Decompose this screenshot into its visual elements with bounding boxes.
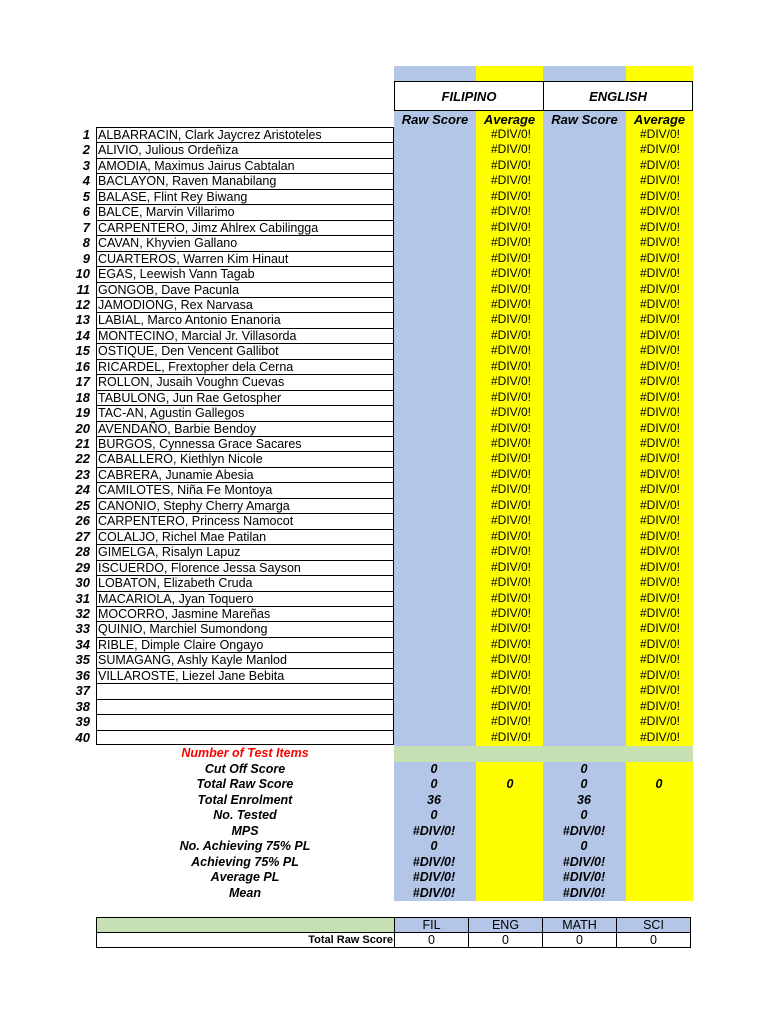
row-number: 24: [75, 482, 90, 498]
student-name-cell[interactable]: [96, 683, 394, 699]
table-row: [0, 142, 700, 158]
english-average-cell[interactable]: #DIV/0!: [639, 667, 681, 682]
row-number: 32: [75, 605, 90, 621]
english-average-cell[interactable]: #DIV/0!: [639, 513, 681, 528]
row-number: 2: [82, 142, 90, 158]
filipino-average-cell[interactable]: #DIV/0!: [490, 667, 532, 682]
filipino-average-cell[interactable]: #DIV/0!: [490, 605, 532, 620]
filipino-average-cell[interactable]: #DIV/0!: [490, 636, 532, 651]
student-name-cell[interactable]: CUARTEROS, Warren Kim Hinaut: [96, 251, 394, 267]
table-row: [0, 699, 700, 715]
row-number: 34: [75, 636, 90, 652]
english-average-cell[interactable]: #DIV/0!: [639, 405, 681, 420]
row-number: 31: [75, 590, 90, 606]
student-name-cell[interactable]: CARPENTERO, Jimz Ahlrex Cabilingga: [96, 220, 394, 236]
table-row: [0, 127, 700, 143]
english-average-cell[interactable]: #DIV/0!: [639, 296, 681, 311]
stat-label: Cut Off Score: [204, 761, 286, 776]
table-row: [0, 204, 700, 220]
summary-header-eng[interactable]: ENG: [469, 918, 543, 933]
english-raw-stat[interactable]: 0: [580, 839, 588, 853]
student-name-cell[interactable]: CAVAN, Khyvien Gallano: [96, 235, 394, 251]
table-row: [0, 343, 700, 359]
summary-header-sci[interactable]: SCI: [617, 918, 691, 933]
english-average-cell[interactable]: #DIV/0!: [639, 559, 681, 574]
english-average-cell[interactable]: #DIV/0!: [639, 204, 681, 219]
student-name-cell[interactable]: CABRERA, Junamie Abesia: [96, 467, 394, 483]
table-row: [0, 266, 700, 282]
filipino-raw-stat[interactable]: #DIV/0!: [412, 885, 456, 900]
filipino-average-cell[interactable]: #DIV/0!: [490, 729, 532, 744]
student-name-cell[interactable]: ROLLON, Jusaih Voughn Cuevas: [96, 374, 394, 390]
table-row: [0, 374, 700, 390]
table-row: [0, 529, 700, 545]
student-name-cell[interactable]: AVENDAÑO, Barbie Bendoy: [96, 421, 394, 437]
average-header: Average: [483, 111, 536, 127]
raw-score-header: Raw Score: [401, 111, 469, 127]
student-name-cell[interactable]: AMODIA, Maximus Jairus Cabtalan: [96, 158, 394, 174]
table-row: [0, 544, 700, 560]
row-number: 27: [75, 528, 90, 544]
english-average-cell[interactable]: #DIV/0!: [639, 698, 681, 713]
row-number: 13: [75, 312, 90, 328]
student-name-cell[interactable]: GIMELGA, Risalyn Lapuz: [96, 544, 394, 560]
filipino-average-cell[interactable]: #DIV/0!: [490, 204, 532, 219]
stat-row: [0, 886, 700, 902]
english-average-cell[interactable]: #DIV/0!: [639, 327, 681, 342]
filipino-average-cell[interactable]: #DIV/0!: [490, 157, 532, 172]
english-average-cell[interactable]: #DIV/0!: [639, 266, 681, 281]
table-row: [0, 714, 700, 730]
student-name-cell[interactable]: LOBATON, Elizabeth Cruda: [96, 575, 394, 591]
student-name-cell[interactable]: MONTECINO, Marcial Jr. Villasorda: [96, 328, 394, 344]
english-average-cell[interactable]: #DIV/0!: [639, 621, 681, 636]
table-row: [0, 390, 700, 406]
table-row: [0, 451, 700, 467]
stat-label: Achieving 75% PL: [191, 854, 299, 869]
student-name-cell[interactable]: OSTIQUE, Den Vencent Gallibot: [96, 343, 394, 359]
row-number: 21: [75, 436, 90, 451]
filipino-average-cell[interactable]: #DIV/0!: [490, 420, 532, 435]
row-number: 20: [75, 420, 90, 436]
student-name-cell[interactable]: TABULONG, Jun Rae Getospher: [96, 390, 394, 406]
student-name-cell[interactable]: CARPENTERO, Princess Namocot: [96, 513, 394, 529]
filipino-raw-stat[interactable]: 36: [427, 792, 441, 807]
table-row: [0, 235, 700, 251]
table-row: [0, 606, 700, 622]
table-row: [0, 498, 700, 514]
student-name-cell[interactable]: BALASE, Flint Rey Biwang: [96, 189, 394, 205]
english-average-cell[interactable]: #DIV/0!: [639, 466, 681, 481]
english-average-cell[interactable]: #DIV/0!: [639, 683, 681, 698]
table-row: [0, 173, 700, 189]
student-name-cell[interactable]: VILLAROSTE, Liezel Jane Bebita: [96, 668, 394, 684]
filipino-average-cell[interactable]: #DIV/0!: [490, 513, 532, 528]
filipino-average-cell[interactable]: #DIV/0!: [490, 219, 532, 234]
student-name-cell[interactable]: BACLAYON, Raven Manabilang: [96, 173, 394, 189]
english-average-cell[interactable]: #DIV/0!: [639, 219, 681, 234]
english-raw-stat[interactable]: 0: [580, 777, 588, 791]
summary-blank-cell: [97, 918, 395, 933]
student-name-cell[interactable]: CABALLERO, Kiethlyn Nicole: [96, 451, 394, 467]
english-average-cell[interactable]: #DIV/0!: [639, 389, 681, 404]
row-number: 26: [75, 513, 90, 529]
student-name-cell[interactable]: TAC-AN, Agustin Gallegos: [96, 405, 394, 421]
row-number: 40: [75, 729, 90, 745]
student-name-cell[interactable]: CAMILOTES, Niña Fe Montoya: [96, 482, 394, 498]
stat-row: [0, 762, 700, 778]
filipino-average-cell[interactable]: #DIV/0!: [490, 466, 532, 481]
filipino-raw-stat[interactable]: 0: [430, 777, 438, 791]
student-name-cell[interactable]: RIBLE, Dimple Claire Ongayo: [96, 637, 394, 653]
row-number: 8: [82, 235, 90, 251]
stat-label: Average PL: [210, 870, 280, 884]
filipino-average-cell[interactable]: #DIV/0!: [490, 436, 532, 450]
filipino-average-cell[interactable]: #DIV/0!: [490, 652, 532, 667]
row-number: 22: [75, 451, 90, 467]
filipino-raw-stat[interactable]: #DIV/0!: [412, 870, 456, 884]
english-raw-stat[interactable]: #DIV/0!: [562, 854, 606, 869]
table-row: [0, 730, 700, 746]
stat-row: [0, 824, 700, 840]
student-name-cell[interactable]: ALBARRACIN, Clark Jaycrez Aristoteles: [96, 127, 394, 143]
summary-value-sci[interactable]: 0: [617, 933, 691, 948]
english-raw-stat[interactable]: #DIV/0!: [562, 885, 606, 900]
stat-row: [0, 808, 700, 824]
stat-label: MPS: [231, 823, 259, 838]
filipino-average-cell[interactable]: #DIV/0!: [490, 266, 532, 281]
row-number: 6: [82, 204, 90, 220]
student-name-cell[interactable]: ALIVIO, Julious Ordeñiza: [96, 142, 394, 158]
student-name-cell[interactable]: ISCUERDO, Florence Jessa Sayson: [96, 560, 394, 576]
english-average-cell[interactable]: #DIV/0!: [639, 575, 681, 590]
filipino-average-cell[interactable]: #DIV/0!: [490, 374, 532, 389]
filipino-average-cell[interactable]: #DIV/0!: [490, 714, 532, 729]
english-average-cell[interactable]: #DIV/0!: [639, 482, 681, 497]
row-number: 11: [76, 281, 90, 297]
row-number: 3: [82, 157, 90, 173]
filipino-raw-stat[interactable]: 0: [430, 808, 438, 822]
row-number: 5: [82, 188, 90, 204]
student-name-cell[interactable]: BURGOS, Cynnessa Grace Sacares: [96, 436, 394, 452]
row-number: 36: [75, 667, 90, 683]
filipino-average-cell[interactable]: #DIV/0!: [490, 312, 532, 327]
english-average-cell[interactable]: #DIV/0!: [639, 358, 681, 373]
english-average-cell[interactable]: #DIV/0!: [639, 714, 681, 729]
table-row: [0, 158, 700, 174]
stat-label: Mean: [229, 885, 261, 900]
english-average-cell[interactable]: #DIV/0!: [639, 312, 681, 327]
english-average-cell[interactable]: #DIV/0!: [639, 420, 681, 435]
english-average-cell[interactable]: #DIV/0!: [639, 451, 681, 466]
filipino-average-cell[interactable]: #DIV/0!: [490, 173, 532, 188]
filipino-average-cell[interactable]: #DIV/0!: [490, 389, 532, 404]
stat-label: No. Tested: [213, 808, 277, 822]
english-average-cell[interactable]: #DIV/0!: [639, 544, 681, 559]
english-average-cell[interactable]: #DIV/0!: [639, 374, 681, 389]
table-row: [0, 405, 700, 421]
summary-value-eng[interactable]: 0: [469, 933, 543, 948]
table-row: [0, 575, 700, 591]
student-name-cell[interactable]: EGAS, Leewish Vann Tagab: [96, 266, 394, 282]
english-raw-stat[interactable]: 0: [580, 808, 588, 822]
filipino-average-cell[interactable]: #DIV/0!: [490, 343, 532, 358]
summary-table: [96, 917, 691, 948]
subject-header-filipino: FILIPINO: [394, 81, 544, 111]
filipino-average-cell[interactable]: #DIV/0!: [490, 405, 532, 420]
table-row: [0, 436, 700, 452]
english-average-cell[interactable]: #DIV/0!: [639, 157, 681, 172]
stat-label: Number of Test Items: [181, 746, 309, 760]
filipino-raw-stat[interactable]: #DIV/0!: [412, 854, 456, 869]
student-name-cell[interactable]: [96, 714, 394, 730]
filipino-average-cell[interactable]: #DIV/0!: [490, 590, 532, 605]
row-number: 25: [75, 497, 90, 513]
table-row: [0, 251, 700, 267]
table-row: [0, 421, 700, 437]
stat-row: [0, 746, 700, 762]
filipino-raw-stat[interactable]: 0: [430, 761, 438, 776]
student-name-cell[interactable]: SUMAGANG, Ashly Kayle Manlod: [96, 652, 394, 668]
student-name-cell[interactable]: QUINIO, Marchiel Sumondong: [96, 621, 394, 637]
english-raw-stat[interactable]: #DIV/0!: [562, 870, 606, 884]
english-average-cell[interactable]: #DIV/0!: [639, 142, 681, 157]
summary-row-label: Total Raw Score: [97, 933, 395, 948]
english-average-cell[interactable]: #DIV/0!: [639, 636, 681, 651]
english-raw-stat[interactable]: 0: [580, 761, 588, 776]
row-number: 1: [82, 127, 90, 142]
english-average-cell[interactable]: #DIV/0!: [639, 436, 681, 450]
filipino-average-cell[interactable]: #DIV/0!: [490, 482, 532, 497]
table-row: [0, 189, 700, 205]
stat-row: [0, 777, 700, 793]
student-name-cell[interactable]: MOCORRO, Jasmine Mareñas: [96, 606, 394, 622]
english-average-cell[interactable]: #DIV/0!: [639, 652, 681, 667]
filipino-average-cell[interactable]: #DIV/0!: [490, 451, 532, 466]
english-average-cell[interactable]: #DIV/0!: [639, 343, 681, 358]
table-row: [0, 482, 700, 498]
row-number: 4: [82, 173, 90, 189]
english-avg-stat[interactable]: 0: [655, 777, 663, 791]
stat-row: [0, 839, 700, 855]
filipino-average-cell[interactable]: #DIV/0!: [490, 250, 532, 265]
row-number: 16: [75, 358, 90, 374]
row-number: 15: [75, 343, 90, 359]
english-average-cell[interactable]: #DIV/0!: [639, 173, 681, 188]
row-number: 30: [75, 575, 90, 591]
student-name-cell[interactable]: [96, 699, 394, 715]
table-row: [0, 312, 700, 328]
english-average-cell[interactable]: #DIV/0!: [639, 127, 681, 141]
student-name-cell[interactable]: JAMODIONG, Rex Narvasa: [96, 297, 394, 313]
filipino-average-cell[interactable]: #DIV/0!: [490, 358, 532, 373]
english-average-cell[interactable]: #DIV/0!: [639, 281, 681, 296]
table-row: [0, 220, 700, 236]
english-raw-stat[interactable]: #DIV/0!: [562, 823, 606, 838]
row-number: 29: [75, 559, 90, 575]
student-name-cell[interactable]: CANONIO, Stephy Cherry Amarga: [96, 498, 394, 514]
filipino-average-cell[interactable]: #DIV/0!: [490, 142, 532, 157]
student-name-cell[interactable]: LABIAL, Marco Antonio Enanoria: [96, 312, 394, 328]
filipino-average-cell[interactable]: #DIV/0!: [490, 281, 532, 296]
filipino-raw-stat[interactable]: 0: [430, 839, 438, 853]
table-row: [0, 328, 700, 344]
filipino-average-cell[interactable]: #DIV/0!: [490, 575, 532, 590]
row-number: 17: [75, 374, 90, 390]
table-row: [0, 467, 700, 483]
summary-value-fil[interactable]: 0: [395, 933, 469, 948]
filipino-average-cell[interactable]: #DIV/0!: [490, 127, 532, 141]
filipino-average-cell[interactable]: #DIV/0!: [490, 698, 532, 713]
row-number: 33: [75, 621, 90, 637]
filipino-average-cell[interactable]: #DIV/0!: [490, 621, 532, 636]
row-number: 37: [75, 683, 90, 699]
english-average-cell[interactable]: #DIV/0!: [639, 188, 681, 203]
filipino-average-cell[interactable]: #DIV/0!: [490, 296, 532, 311]
filipino-avg-stat[interactable]: 0: [506, 777, 514, 791]
english-average-cell[interactable]: #DIV/0!: [639, 528, 681, 543]
stat-label: No. Achieving 75% PL: [179, 839, 311, 853]
row-number: 19: [75, 405, 90, 421]
table-row: [0, 637, 700, 653]
table-row: [0, 560, 700, 576]
row-number: 14: [75, 327, 90, 343]
row-number: 12: [75, 296, 90, 312]
stat-row: [0, 793, 700, 809]
stat-label: Total Raw Score: [196, 777, 294, 791]
table-row: [0, 591, 700, 607]
filipino-average-cell[interactable]: #DIV/0!: [490, 544, 532, 559]
student-name-cell[interactable]: [96, 730, 394, 746]
table-row: [0, 297, 700, 313]
student-name-cell[interactable]: RICARDEL, Frextopher dela Cerna: [96, 359, 394, 375]
row-number: 28: [75, 544, 90, 560]
filipino-average-cell[interactable]: #DIV/0!: [490, 235, 532, 250]
stat-label: Total Enrolment: [197, 792, 293, 807]
subject-header-english: ENGLISH: [543, 81, 693, 111]
table-row: [0, 668, 700, 684]
row-number: 23: [75, 466, 90, 482]
filipino-average-cell[interactable]: #DIV/0!: [490, 327, 532, 342]
english-average-cell[interactable]: #DIV/0!: [639, 605, 681, 620]
row-number: 35: [75, 652, 90, 668]
stat-row: [0, 870, 700, 886]
summary-header-math[interactable]: MATH: [543, 918, 617, 933]
table-row: [0, 513, 700, 529]
english-average-cell[interactable]: #DIV/0!: [639, 235, 681, 250]
raw-score-header: Raw Score: [551, 111, 618, 127]
average-header: Average: [633, 111, 686, 127]
table-row: [0, 621, 700, 637]
stat-row: [0, 855, 700, 871]
english-average-cell[interactable]: #DIV/0!: [639, 590, 681, 605]
student-name-cell[interactable]: COLALJO, Richel Mae Patilan: [96, 529, 394, 545]
filipino-raw-stat[interactable]: #DIV/0!: [412, 823, 456, 838]
english-raw-stat[interactable]: 36: [577, 792, 591, 807]
row-number: 7: [82, 219, 90, 235]
table-row: [0, 282, 700, 298]
english-average-cell[interactable]: #DIV/0!: [639, 729, 681, 744]
table-row: [0, 652, 700, 668]
student-name-cell[interactable]: BALCE, Marvin Villarimo: [96, 204, 394, 220]
row-number: 10: [75, 266, 90, 282]
english-average-cell[interactable]: #DIV/0!: [639, 497, 681, 512]
student-name-cell[interactable]: MACARIOLA, Jyan Toquero: [96, 591, 394, 607]
row-number: 39: [75, 714, 90, 730]
student-name-cell[interactable]: GONGOB, Dave Pacunla: [96, 282, 394, 298]
filipino-average-cell[interactable]: #DIV/0!: [490, 528, 532, 543]
filipino-average-cell[interactable]: #DIV/0!: [490, 188, 532, 203]
filipino-average-cell[interactable]: #DIV/0!: [490, 559, 532, 574]
filipino-average-cell[interactable]: #DIV/0!: [490, 683, 532, 698]
row-number: 38: [75, 698, 90, 714]
summary-header-fil[interactable]: FIL: [395, 918, 469, 933]
table-row: [0, 683, 700, 699]
summary-value-math[interactable]: 0: [543, 933, 617, 948]
table-row: [0, 359, 700, 375]
row-number: 9: [82, 250, 90, 266]
row-number: 18: [75, 389, 90, 405]
english-average-cell[interactable]: #DIV/0!: [639, 250, 681, 265]
filipino-average-cell[interactable]: #DIV/0!: [490, 497, 532, 512]
